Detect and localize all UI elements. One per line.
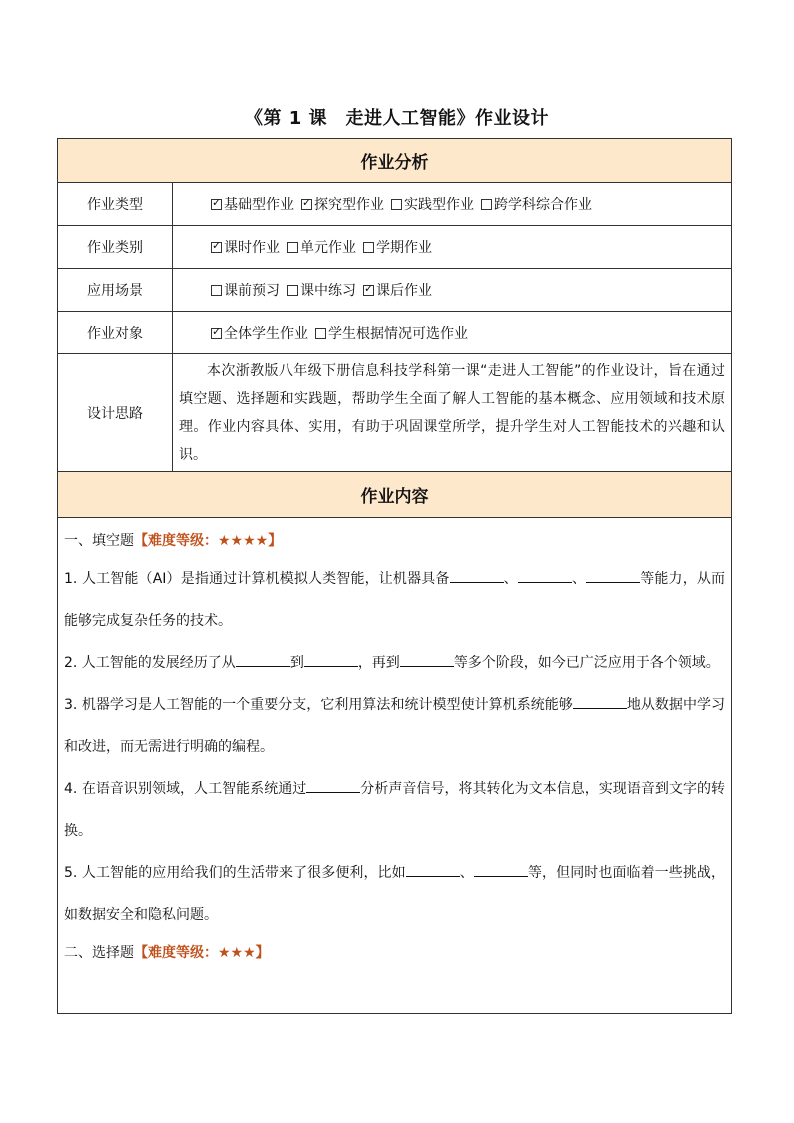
- answer-blank[interactable]: [236, 648, 290, 667]
- option-label: 单元作业: [300, 240, 356, 256]
- difficulty-badge: 【难度等级：★★★★】: [134, 533, 283, 549]
- section-choice: [64, 936, 725, 970]
- row-label-type: 作业类型: [58, 183, 173, 226]
- option-label: 跨学科综合作业: [494, 197, 592, 213]
- option-item: [301, 197, 384, 213]
- row-label-scene: 应用场景: [58, 269, 173, 312]
- empty-checkbox[interactable]: [363, 242, 374, 253]
- option-item: [211, 326, 308, 342]
- content-header: 作业内容: [58, 472, 732, 518]
- checked-checkbox[interactable]: [211, 328, 222, 339]
- question-4: 4. 在语音识别领域，人工智能系统通过 分析声音信号，将其转化为文本信息，实现语音到文字的转换。: [64, 768, 725, 852]
- answer-blank[interactable]: [450, 564, 504, 583]
- answer-blank[interactable]: [518, 564, 572, 583]
- homework-table: [57, 138, 732, 1014]
- question-5: 5. 人工智能的应用给我们的生活带来了很多便利，比如 、 等，但同时也面临着一些挑战，如数据安全和隐私问题。: [64, 852, 725, 936]
- section-fill-in: [64, 524, 725, 558]
- option-label: 课前预习: [224, 283, 280, 299]
- target-options: [173, 312, 732, 354]
- difficulty-badge: 【难度等级：★★★】: [134, 945, 270, 961]
- row-label-design: 设计思路: [58, 354, 173, 472]
- checked-checkbox[interactable]: [211, 199, 222, 210]
- category-options: [173, 226, 732, 269]
- option-item: [211, 197, 294, 213]
- empty-checkbox[interactable]: [211, 285, 222, 296]
- option-label: 课后作业: [376, 283, 432, 299]
- option-label: 基础型作业: [224, 197, 294, 213]
- option-label: 课中练习: [300, 283, 356, 299]
- design-description: [173, 354, 732, 472]
- section-fill-in-label: 一、填空题: [64, 533, 134, 549]
- answer-blank[interactable]: [573, 690, 627, 709]
- checked-checkbox[interactable]: [301, 199, 312, 210]
- option-item: [287, 240, 356, 256]
- option-item: [363, 283, 432, 299]
- section-choice-label: 二、选择题: [64, 945, 134, 961]
- content-body: [58, 518, 732, 1014]
- option-item: [315, 326, 468, 342]
- checked-checkbox[interactable]: [211, 242, 222, 253]
- option-label: 实践型作业: [404, 197, 474, 213]
- answer-blank[interactable]: [474, 858, 528, 877]
- empty-checkbox[interactable]: [315, 328, 326, 339]
- question-3: 3. 机器学习是人工智能的一个重要分支，它利用算法和统计模型使计算机系统能够 地从数据中学习和改进，而无需进行明确的编程。: [64, 684, 725, 768]
- empty-checkbox[interactable]: [287, 285, 298, 296]
- option-item: [211, 240, 280, 256]
- row-label-category: 作业类别: [58, 226, 173, 269]
- question-2: 2. 人工智能的发展经历了从 到 ，再到 等多个阶段，如今已广泛应用于各个领域。: [64, 642, 725, 684]
- option-item: [287, 283, 356, 299]
- document-title: 《第 1 课 走进人工智能》作业设计: [244, 108, 550, 129]
- design-text: 本次浙教版八年级下册信息科技学科第一课“走进人工智能”的作业设计，旨在通过填空题、选择题和实践题，帮助学生全面了解人工智能的基本概念、应用领域和技术原理。作业内容具体、实用，有助于巩固课堂所学，提升学生对人工智能技术的兴趣和认识。: [179, 362, 725, 463]
- answer-blank[interactable]: [400, 648, 454, 667]
- option-label: 学期作业: [376, 240, 432, 256]
- scene-options: [173, 269, 732, 312]
- row-label-target: 作业对象: [58, 312, 173, 354]
- option-item: [391, 197, 474, 213]
- empty-checkbox[interactable]: [391, 199, 402, 210]
- empty-checkbox[interactable]: [481, 199, 492, 210]
- answer-blank[interactable]: [306, 774, 360, 793]
- answer-blank[interactable]: [406, 858, 460, 877]
- option-item: [481, 197, 592, 213]
- empty-checkbox[interactable]: [287, 242, 298, 253]
- answer-blank[interactable]: [304, 648, 358, 667]
- option-label: 学生根据情况可选作业: [328, 325, 468, 342]
- option-item: [211, 283, 280, 299]
- question-1: 1. 人工智能（AI）是指通过计算机模拟人类智能，让机器具备 、 、 等能力，从而能够完成复杂任务的技术。: [64, 558, 725, 642]
- option-item: [363, 240, 432, 256]
- answer-blank[interactable]: [586, 564, 640, 583]
- option-label: 课时作业: [224, 240, 280, 256]
- checked-checkbox[interactable]: [363, 285, 374, 296]
- analysis-header: 作业分析: [58, 139, 732, 183]
- option-label: 全体学生作业: [224, 325, 308, 342]
- option-label: 探究型作业: [314, 197, 384, 213]
- type-options: [173, 183, 732, 226]
